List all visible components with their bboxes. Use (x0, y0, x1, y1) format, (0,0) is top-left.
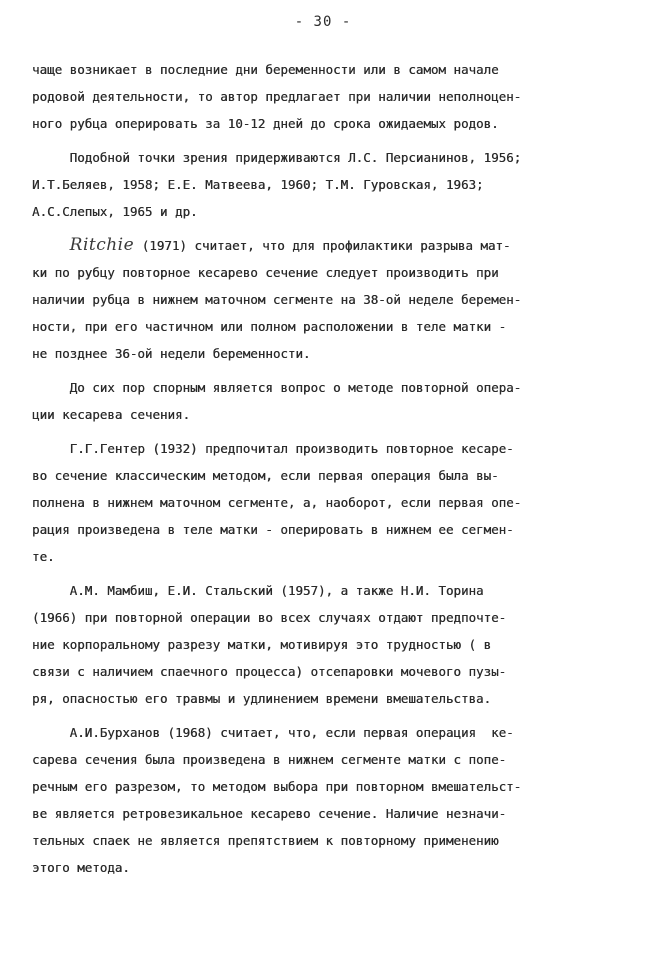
text-line: наличии рубца в нижнем маточном сегменте на 38-ой неделе беремен- (32, 292, 522, 307)
text-line: те. (32, 549, 55, 564)
text-line: ки по рубцу повторное кесарево сечение следует производить при (32, 265, 499, 280)
text-line: ние корпоральному разрезу матки, мотивируя это трудностью ( в (32, 637, 492, 652)
text-line: рация произведена в теле матки - оперировать в нижнем ее сегмен- (32, 522, 514, 537)
text-line: связи с наличием спаечного процесса) отсепаровки мочевого пузы- (32, 664, 507, 679)
text-line: чаще возникает в последние дни беременности или в самом начале (32, 62, 499, 77)
page-number: - 30 - (294, 14, 352, 30)
text-line: сарева сечения была произведена в нижнем сегменте матки с попе- (32, 752, 507, 767)
handwritten-author-name: Ritchie (69, 235, 135, 255)
text-line: А.С.Слепых, 1965 и др. (32, 204, 198, 219)
text-line: ции кесарева сечения. (32, 407, 191, 422)
text-line: полнена в нижнем маточном сегменте, а, наоборот, если первая опе- (32, 495, 522, 510)
text-line: Подобной точки зрения придерживаются Л.С. Персианинов, 1956; (32, 150, 522, 165)
text-line: ности, при его частичном или полном расположении в теле матки - (32, 319, 507, 334)
text-line: И.Т.Беляев, 1958; Е.Е. Матвеева, 1960; Т.М. Гуровская, 1963; (32, 177, 484, 192)
text-line: ря, опасностью его травмы и удлинением времени вмешательства. (32, 691, 492, 706)
text-line: во сечение классическим методом, если первая операция была вы- (32, 468, 499, 483)
text-line: А.М. Мамбиш, Е.И. Стальский (1957), а также Н.И. Торина (32, 583, 484, 598)
text-line (32, 232, 630, 259)
text-line: До сих пор спорным является вопрос о методе повторной опера- (32, 380, 522, 395)
text-line: А.И.Бурханов (1968) считает, что, если первая операция ке- (32, 725, 514, 740)
text-line: этого метода. (32, 860, 130, 875)
text-line: (1966) при повторной операции во всех случаях отдают предпочте- (32, 610, 507, 625)
text-line: ного рубца оперировать за 10-12 дней до срока ожидаемых родов. (32, 116, 499, 131)
text-line: ве является ретровезикальное кесарево сечение. Наличие незначи- (32, 806, 507, 821)
typewritten-text (32, 56, 630, 881)
text-line: тельных спаек не является препятствием к повторному применению (32, 833, 499, 848)
text-line-rest: (1971) считает, что для профилактики разрыва мат- (134, 238, 511, 253)
text-line: родовой деятельности, то автор предлагает при наличии неполноцен- (32, 89, 522, 104)
text-line: не позднее 36-ой недели беременности. (32, 346, 311, 361)
text-line: Г.Г.Гентер (1932) предпочитал производить повторное кесаре- (32, 441, 514, 456)
text-line: речным его разрезом, то методом выбора при повторном вмешательст- (32, 779, 522, 794)
